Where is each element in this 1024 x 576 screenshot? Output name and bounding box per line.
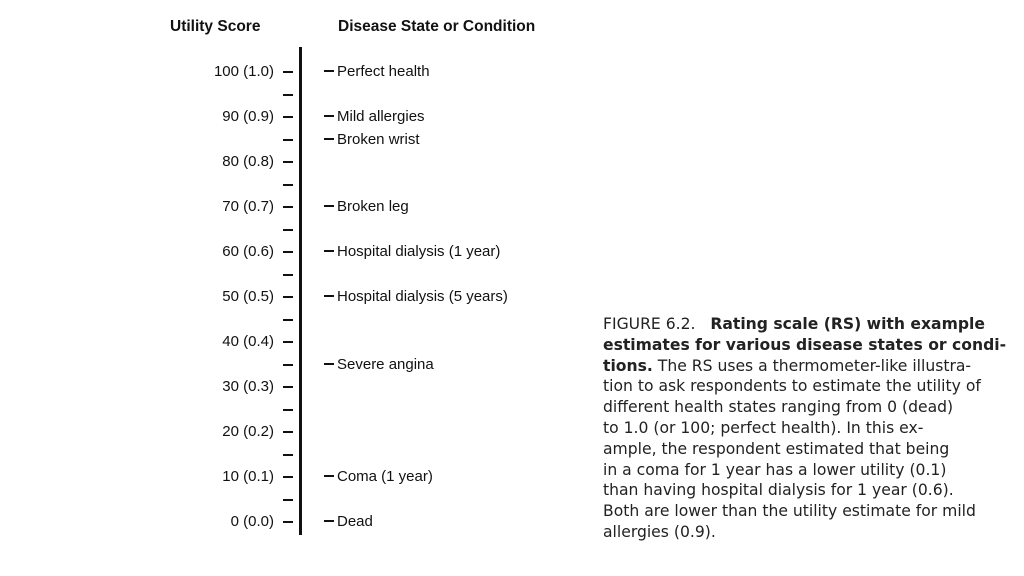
minor-tick-mark: [283, 229, 293, 231]
minor-tick-mark: [283, 94, 293, 96]
tick-label: 90 (0.9): [222, 108, 274, 125]
caption-body-line: different health states ranging from 0 (dead): [603, 398, 954, 417]
tick-label: 80 (0.8): [222, 153, 274, 170]
caption-body-line: in a coma for 1 year has a lower utility (0.1): [603, 460, 947, 479]
caption-title-line: Rating scale (RS) with example: [710, 315, 985, 333]
major-tick-mark: [283, 206, 293, 208]
minor-tick-mark: [283, 319, 293, 321]
major-tick-mark: [283, 341, 293, 343]
minor-tick-mark: [283, 274, 293, 276]
minor-tick-mark: [283, 364, 293, 366]
tick-label: 10 (0.1): [222, 468, 274, 485]
major-tick-mark: [283, 476, 293, 478]
condition-item: [324, 288, 508, 306]
condition-label: Hospital dialysis (5 years): [337, 288, 508, 305]
condition-dash: [324, 205, 334, 207]
major-tick-mark: [283, 161, 293, 163]
tick-label: 20 (0.2): [222, 423, 274, 440]
condition-item: [324, 108, 425, 126]
tick-label: 0 (0.0): [230, 513, 274, 530]
minor-tick-mark: [283, 454, 293, 456]
condition-label: Perfect health: [337, 63, 430, 80]
tick-label: 70 (0.7): [222, 198, 274, 215]
minor-tick-mark: [283, 499, 293, 501]
figure-caption: [603, 314, 1015, 543]
condition-label: Severe angina: [337, 355, 434, 373]
major-tick-mark: [283, 251, 293, 253]
minor-tick-mark: [283, 184, 293, 186]
condition-dash: [324, 138, 334, 140]
caption-body-line: allergies (0.9).: [603, 522, 716, 541]
condition-item: [324, 468, 433, 486]
caption-body-line: The RS uses a thermometer-like illustra-: [657, 356, 972, 375]
caption-body-line: tion to ask respondents to estimate the utility of: [603, 377, 981, 396]
minor-tick-mark: [283, 139, 293, 141]
major-tick-mark: [283, 71, 293, 73]
major-tick-mark: [283, 386, 293, 388]
condition-item: [324, 243, 500, 261]
condition-item: [324, 513, 373, 531]
condition-dash: [324, 250, 334, 252]
caption-body-line: to 1.0 (or 100; perfect health). In this ex-: [603, 418, 924, 437]
caption-body-line: ample, the respondent estimated that being: [603, 439, 950, 458]
major-tick-mark: [283, 521, 293, 523]
caption-title-line: estimates for various disease states or condi-: [603, 335, 1007, 354]
condition-item: [324, 131, 420, 149]
caption-body-line: Both are lower than the utility estimate for mild: [603, 502, 976, 521]
scale-axis-line: [299, 47, 302, 535]
tick-label: 40 (0.4): [222, 333, 274, 350]
condition-dash: [324, 70, 334, 72]
tick-label: 50 (0.5): [222, 288, 274, 305]
condition-dash: [324, 475, 334, 477]
condition-dash: [324, 520, 334, 522]
condition-item: [324, 198, 409, 216]
condition-item: [324, 63, 430, 81]
caption-body-line: than having hospital dialysis for 1 year (0.6).: [603, 481, 954, 500]
caption-line-3: [603, 356, 1015, 377]
tick-label: 60 (0.6): [222, 243, 274, 260]
condition-header: Disease State or Condition: [338, 18, 536, 35]
condition-label: Coma (1 year): [337, 468, 433, 485]
caption-title-line: tions.: [603, 356, 653, 375]
condition-dash: [324, 115, 334, 117]
condition-item: [324, 356, 434, 374]
condition-label: Mild allergies: [337, 108, 425, 125]
caption-line-1: [603, 314, 1015, 335]
condition-label: Broken leg: [337, 198, 409, 215]
major-tick-mark: [283, 116, 293, 118]
condition-label: Broken wrist: [337, 130, 420, 148]
condition-dash: [324, 295, 334, 297]
major-tick-mark: [283, 431, 293, 433]
tick-label: 100 (1.0): [213, 63, 274, 80]
major-tick-mark: [283, 296, 293, 298]
condition-label: Dead: [337, 513, 373, 530]
caption-figure-label: FIGURE 6.2.: [603, 315, 696, 333]
minor-tick-mark: [283, 409, 293, 411]
tick-label: 30 (0.3): [222, 378, 274, 395]
condition-dash: [324, 363, 334, 365]
utility-score-header: Utility Score: [170, 18, 261, 35]
condition-label: Hospital dialysis (1 year): [337, 243, 501, 260]
